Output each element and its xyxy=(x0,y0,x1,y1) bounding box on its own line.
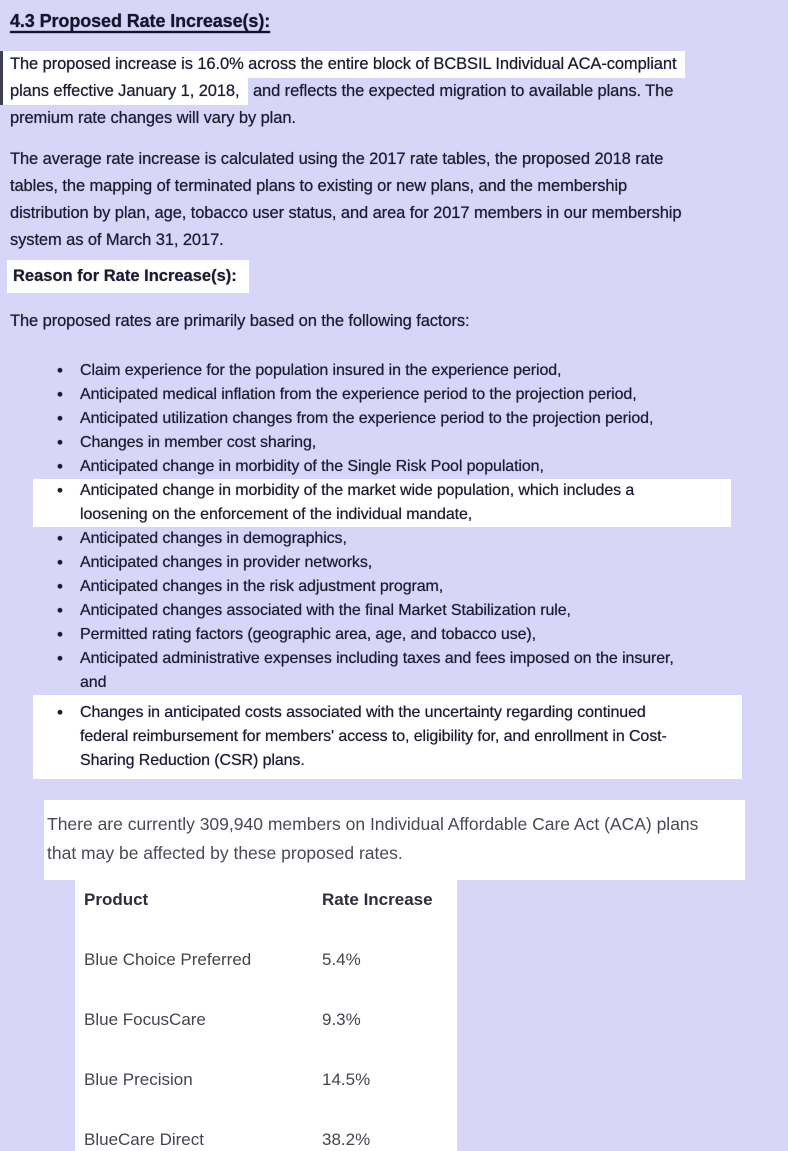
column-header-rate-increase: Rate Increase xyxy=(322,890,433,909)
factor-item-risk-adjustment: • Anticipated changes in the risk adjustment program, xyxy=(33,575,788,599)
rate-increase-table xyxy=(75,880,457,1151)
members-note xyxy=(44,800,745,880)
paragraph-line: The average rate increase is calculated using the 2017 rate tables, the proposed 2018 rate xyxy=(10,150,664,168)
factor-item-rating-factors: • Permitted rating factors (geographic area, age, and tobacco use), xyxy=(33,623,788,647)
paragraph-line: tables, the mapping of terminated plans to existing or new plans, and the membership xyxy=(10,177,628,195)
section-heading: 4.3 Proposed Rate Increase(s): xyxy=(10,11,271,31)
reason-heading-box xyxy=(7,260,249,293)
factor-item-morbidity-market-wide: • Anticipated change in morbidity of the market wide population, which includes a loosening on the enforcement of the individual mandate, xyxy=(33,479,731,527)
factors-list xyxy=(33,359,788,779)
reason-heading-label: Reason for Rate Increase(s): xyxy=(13,267,237,285)
rate-value: 9.3% xyxy=(322,1010,361,1029)
factor-item-demographics: • Anticipated changes in demographics, xyxy=(33,527,788,551)
product-name: BlueCare Direct xyxy=(84,1130,204,1149)
rate-value: 5.4% xyxy=(322,950,361,969)
factor-item-market-stabilization: • Anticipated changes associated with the final Market Stabilization rule, xyxy=(33,599,788,623)
plain-text: and reflects the expected migration to available plans. The xyxy=(248,82,674,100)
paragraph-line: premium rate changes will vary by plan. xyxy=(10,109,296,127)
table-header-row xyxy=(84,888,457,948)
rate-value: 38.2% xyxy=(322,1130,371,1149)
table-row xyxy=(84,1068,457,1128)
paragraph-line: distribution by plan, age, tobacco user status, and area for 2017 members in our membership xyxy=(10,204,682,222)
factor-item-morbidity-single-risk-pool: • Anticipated change in morbidity of the Single Risk Pool population, xyxy=(33,455,788,479)
highlighted-text: plans effective January 1, 2018, xyxy=(3,78,248,105)
factor-item-provider-networks: • Anticipated changes in provider networks, xyxy=(33,551,788,575)
factor-item-medical-inflation: • Anticipated medical inflation from the experience period to the projection period, xyxy=(33,383,788,407)
factor-item-claim-experience: • Claim experience for the population insured in the experience period, xyxy=(33,359,788,383)
paragraph-proposed-increase xyxy=(10,51,788,132)
product-name: Blue FocusCare xyxy=(84,1010,206,1029)
factors-intro: The proposed rates are primarily based on the following factors: xyxy=(10,312,470,330)
product-name: Blue Precision xyxy=(84,1070,193,1089)
paragraph-line: system as of March 31, 2017. xyxy=(10,231,224,249)
paragraph-average-rate-method xyxy=(10,146,788,254)
highlight-block-proposed-increase xyxy=(0,51,788,105)
factor-item-csr-uncertainty: • Changes in anticipated costs associated with the uncertainty regarding continued federal reimbursement for members' access to, eligibility for, and enrollment in Cost- Sharing Reduction (CSR) plans. xyxy=(33,695,742,779)
table-row xyxy=(84,1128,457,1151)
product-name: Blue Choice Preferred xyxy=(84,950,252,969)
members-note-line: There are currently 309,940 members on Individual Affordable Care Act (ACA) plans xyxy=(47,814,699,834)
factor-item-administrative-expenses: • Anticipated administrative expenses including taxes and fees imposed on the insurer, and xyxy=(33,647,788,695)
members-note-line: that may be affected by these proposed rates. xyxy=(47,843,403,863)
paragraph-line xyxy=(3,78,788,105)
rate-value: 14.5% xyxy=(322,1070,371,1089)
table-row xyxy=(84,1008,457,1068)
column-header-product: Product xyxy=(84,890,149,909)
paragraph-line xyxy=(3,51,788,78)
table-row xyxy=(84,948,457,1008)
factor-item-utilization-changes: • Anticipated utilization changes from the experience period to the projection period, xyxy=(33,407,788,431)
highlighted-text: The proposed increase is 16.0% across the entire block of BCBSIL Individual ACA-compliant xyxy=(3,51,685,78)
factor-item-cost-sharing: • Changes in member cost sharing, xyxy=(33,431,788,455)
